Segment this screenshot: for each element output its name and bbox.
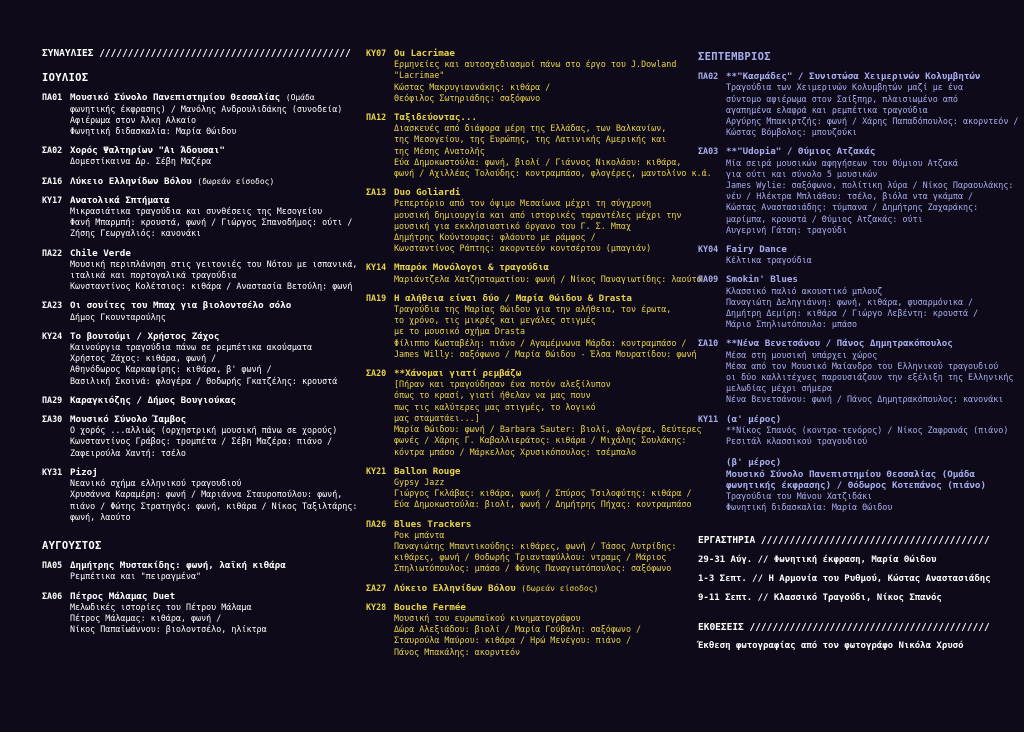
event-item [366, 368, 702, 458]
event-body [70, 591, 342, 636]
event-title [70, 560, 342, 571]
event-item [698, 146, 1014, 236]
event-detail-line: όπως το κρασί, γιατί ήθελαν να μας πουν [394, 390, 591, 401]
event-date: ΣΑ13 [366, 187, 387, 198]
event-detail-line: Δώρα Αλεξιάδου: βιολί / Μαρία Γούβαλη: σαξόφωνο / [394, 624, 642, 635]
event-title-text: Pizoj [70, 466, 98, 478]
event-detail-line: Μέσα από τον Μουσικό Μαίανδρο του Ελληνικού τραγουδιού [726, 360, 999, 371]
event-body [70, 176, 342, 187]
event-detail-line: Κωνσταντίνος Κολέτσιος: κιθάρα / Αναστασία Βετούλη: φωνή [70, 281, 353, 292]
event-title [70, 467, 342, 478]
month-september: ΣΕΠΤΕΜΒΡΙΟΣ [698, 51, 771, 63]
event-date: ΣΑ06 [42, 590, 63, 601]
september-events [698, 71, 1019, 513]
event-title [394, 262, 676, 273]
event-detail-line: Βασιλική Σκοινά: φλογέρα / Θοδωρής Γκατζέλης: κρουστά [70, 375, 338, 386]
month-july: ΙΟΥΛΙΟΣ [42, 72, 89, 85]
event-title [70, 300, 342, 311]
event-date: ΠΑ09 [698, 274, 719, 285]
event-date: ΠΑ19 [366, 292, 387, 303]
event-detail-line: Δήμος Γκουνταρούλης [70, 311, 166, 322]
event-detail-line: Αφιέρωμα στον Άλκη Αλκαίο [70, 114, 197, 125]
event-detail-line: Μάριο Σπηλιωτόπουλο: μπάσο [726, 319, 858, 330]
event-date: ΚΥ04 [698, 244, 719, 255]
event-title [394, 519, 676, 530]
event-body [394, 465, 692, 511]
event-date: ΣΑ03 [698, 146, 719, 157]
event-title-text: Οι σουίτες του Μπαχ για βιολοντσέλο σόλο [70, 300, 292, 312]
event-body [394, 187, 682, 254]
event-title-text: Fairy Dance [726, 244, 787, 256]
info-line: 1-3 Σεπτ. // Η Αρμονία του Ρυθμού, Κώστας Αναστασιάδης [698, 573, 991, 584]
event-body [394, 262, 702, 284]
event-detail-line: **Νίκος Σπανός (κοντρα-τενόρος) / Νίκος Ζαφρανάς (πιάνο) [726, 424, 1009, 435]
event-detail-line [726, 447, 998, 455]
event-title-text: (α' μέρος) [726, 413, 782, 425]
event-body [394, 583, 676, 594]
event-item [698, 338, 1014, 405]
event-item [42, 92, 342, 137]
event-detail-line: Ερμηνείες και αυτοσχεδιασμοί πάνω στο έργο του J.Dowland [394, 59, 677, 70]
event-date: ΚΥ07 [366, 48, 387, 58]
event-title-text: Ανατολικά Σπτήματα [70, 194, 170, 206]
event-date: ΚΥ11 [698, 413, 719, 424]
event-date: ΣΑ30 [42, 414, 63, 425]
event-title [394, 602, 676, 613]
event-item [366, 292, 697, 360]
event-body [394, 368, 702, 458]
event-title-text: Blues Trackers [394, 518, 472, 530]
event-detail-line: Μία σειρά μουσικών αφηγήσεων του Θύμιου Ατζακά [726, 157, 958, 168]
event-detail-line: Ρεσιτάλ κλασσικού τραγουδιού [726, 436, 868, 447]
event-date: ΠΑ01 [42, 92, 63, 103]
event-title-text: Smokin' Blues [726, 274, 798, 286]
event-item [42, 194, 353, 240]
event-detail-line: Σταυρούλα Μαύρου: κιθάρα / Ηρώ Μενέγου: πιάνο / [394, 635, 631, 646]
event-item [42, 560, 342, 582]
event-date: ΠΑ05 [42, 560, 63, 571]
event-detail-line: Σπηλιωτόπουλος: μπάσο / Φάνης Παναγιωτόπουλος: σαξόφωνο [394, 563, 672, 574]
event-detail-line: James Willy: σαξόφωνο / Μαρία Θώιδου - Έλσα Μουρατίδου: φωνή [394, 348, 697, 359]
event-title-text: Χορός Ψαλτηρίων "Αι Άδουσαι" [70, 145, 225, 157]
event-item [366, 602, 676, 658]
event-title [70, 195, 342, 206]
event-detail-line: φωνή / Αχιλλέας Τολούδης: κοντραμπάσο, φλογέρες, μαντολίνο κ.ά. [394, 168, 712, 179]
event-body [394, 292, 697, 360]
event-title-text: Δημήτρης Μυστακίδης: φωνή, λαϊκή κιθάρα [70, 560, 286, 572]
event-item [42, 395, 342, 406]
event-title-text: Ou Lacrimae [394, 48, 455, 59]
event-date: ΚΥ17 [42, 194, 63, 205]
event-detail-line: Δημήτρης Κούντουρας: φλάουτο με ράμφος / [394, 232, 596, 243]
event-detail-line: Νίκος Παπαϊωάννου: βιολοντσέλο, ηλίκτρα [70, 624, 267, 635]
event-date: ΠΑ26 [366, 518, 387, 529]
event-detail-line: Αργύρης Μπακιρτζής: φωνή / Χάρης Παπαδόπουλος: ακορντεόν / [726, 116, 1019, 127]
event-item [698, 71, 1019, 138]
event-item [366, 465, 692, 511]
event-detail-line: Τραγούδια του Μάνου Χατζιδάκι [726, 490, 873, 501]
event-detail-line: Παναγιώτης Μπαντικούδης: κιθάρες, φωνή / Τάσος Λυτρίδης: [394, 540, 677, 551]
event-body [394, 602, 676, 658]
event-date: ΚΥ31 [42, 466, 63, 477]
event-title-text: Το βουτούμι / Χρήστος Ζάχος [70, 330, 220, 342]
july-events [42, 92, 358, 523]
event-detail-line: Μελωδικές ιστορίες του Πέτρου Μάλαμα [70, 601, 252, 612]
event-title-text: Ταξιδεύοντας... [394, 112, 477, 124]
event-detail-line: "Lacrimae" [394, 70, 445, 81]
event-date: ΚΥ14 [366, 262, 387, 273]
event-date: ΣΑ20 [366, 368, 387, 379]
event-detail-line: ιταλικά και πορτογαλικά τραγούδια [70, 270, 237, 281]
event-detail-line: James Wylie: σαξόφωνο, πολίτικη λύρα / Νίκος Παραουλάκης: [726, 180, 1014, 191]
event-detail-line: με το μουσικό σχήμα Drasta [394, 326, 526, 337]
event-title-text: Η αλήθεια είναι δύο / Μαρία Θώιδου & Drasta [394, 292, 632, 304]
event-detail-line: νέυ / Ηλέκτρα Μπλιάθου: τσέλο, βιόλα ντα γκάμπα / [726, 191, 974, 202]
event-detail-line: Γιώργος Γκλάβας: κιθάρα, φωνή / Σπύρος Τσιλοφύτης: κιθάρα / [394, 488, 692, 499]
event-body [70, 92, 342, 137]
event-detail-line: οι δύο καλλιτέχνες παρουσιάζουν την εξέλιξη της Ελληνικής [726, 372, 1014, 383]
event-detail-line: Εύα Δημοκωστούλα: βιολί, φωνή / Δημήτρης Πήχας: κοντραμπάσο [394, 499, 692, 510]
event-detail-line: Κώστας Αναστασιάδης: τύμπανα / Δημήτρης Ζαχαράκης: [726, 202, 979, 213]
event-detail-line: για ούτι και σύνολο 5 μουσικών [726, 168, 878, 179]
event-title-text: Chile Verde [70, 247, 131, 259]
event-date: ΣΑ16 [42, 175, 63, 186]
event-title [394, 583, 676, 594]
event-detail-line: Κώστας Βόμβολος: μπουζούκι [726, 127, 858, 138]
event-title [70, 248, 342, 259]
event-detail-line: Αυγερινή Γάτση: τραγούδι [726, 224, 848, 235]
event-detail-line: σύντομο αφιέρωμα στον Σαίξπηρ, πλαισιωμένο από [726, 93, 958, 104]
event-title [726, 414, 998, 425]
event-title [70, 591, 342, 602]
event-item [42, 176, 342, 187]
event-detail-line: πως τις καλύτερες μας στιγμές, το λογικό [394, 401, 596, 412]
event-detail-line: αγαπημένα ελαφρά και ρεμπέτικα τραγούδια [726, 104, 928, 115]
event-detail-line: Μουσικό Σύνολο Πανεπιστημίου Θεσσαλίας (Ομάδα [726, 468, 975, 480]
event-detail-line: Μέσα στη μουσική υπάρχει χώρος [726, 349, 878, 360]
event-detail-line: Πέτρος Μάλαμας: κιθάρα, φωνή / [70, 612, 222, 623]
event-item [42, 300, 342, 322]
event-detail-line: πιάνο / Φώτης Στρατηγός: φωνή, κιθάρα / Νίκος Ταξιλτάρης: [70, 500, 358, 511]
event-title-text: Καραγκιόζης / Δήμος Βουγιούκας [70, 394, 236, 406]
event-item [366, 187, 682, 254]
event-detail-line: Κέλτικα τραγούδια [726, 255, 812, 266]
event-detail-line: Αθηνόδωρος Καρκαφίρης: κιθάρα, β' φωνή / [70, 364, 272, 375]
event-detail-line: φωνή, λαούτο [70, 511, 131, 522]
event-detail-line: Χρυσάννα Καραμέρη: φωνή / Μαριάννα Σταυροπούλου: φωνή, [70, 489, 343, 500]
event-title-text: Bouche Fermée [394, 601, 466, 613]
event-body [70, 331, 342, 387]
event-detail-line: Ζήσης Γεωργαλιός: κανονάκι [70, 228, 202, 239]
event-detail-line: Κώστας Μακρυγιαννάκης: κιθάρα / [394, 81, 551, 92]
info-line: 29-31 Αύγ. // Φωνητική έκφραση, Μαρία Θώιδου [698, 554, 937, 565]
event-detail-line: Πάνος Μπακάλης: ακορντεόν [394, 646, 521, 657]
workshops-header: ΕΡΓΑΣΤΗΡΙΑ //////////////////////////////////////// [698, 535, 990, 547]
event-title [394, 466, 676, 477]
event-body [70, 145, 342, 167]
event-body [70, 466, 358, 523]
event-date: ΚΥ28 [366, 601, 387, 612]
event-detail-line: Ρεπερτόριο από τον όψιμο Μεσαίωνα μέχρι τη σύγχρονη [394, 198, 652, 209]
event-date: ΣΑ10 [698, 338, 719, 349]
event-detail-line: Παναγιώτη Δεληγιάννη: φωνή, κιθάρα, φυσαρμόνικα / [726, 296, 974, 307]
event-item [366, 519, 676, 575]
event-detail-line: μουσική δημιουργία και από ιστορικές ταραντέλες μέχρι την [394, 209, 682, 220]
event-title [394, 112, 676, 123]
event-title [70, 414, 342, 425]
august-events [42, 560, 342, 635]
month-august: ΑΥΓΟΥΣΤΟΣ [42, 539, 102, 552]
event-date: ΚΥ21 [366, 465, 387, 476]
event-title [394, 48, 676, 59]
event-body [726, 244, 998, 266]
event-body [394, 519, 676, 575]
event-title-text: **"Udopia" / Θύμιος Ατζακάς [726, 146, 876, 158]
event-item [366, 262, 702, 284]
event-title [70, 92, 342, 103]
event-title-text: Duo Goliardi [394, 187, 461, 199]
event-body [70, 395, 342, 406]
event-body [70, 414, 342, 459]
event-title [726, 274, 998, 285]
event-detail-line: της Μεσογείου, της Ευρώπης, της Λατινικής Αμερικής και [394, 134, 667, 145]
event-detail-line: κόντρα μπάσο / Μάρκελλος Χρυσικόπουλος: τσέμπαλο [394, 446, 637, 457]
event-title-text: **Νένα Βενετσάνου / Πάνος Δημητρακόπουλος [726, 338, 953, 350]
event-detail-line: [Πήραν και τραγούδησαν ένα ποτόν αλεξίλυπον [394, 379, 611, 390]
event-detail-line: Κλασσικό παλιό ακουστικό μπλουζ [726, 285, 883, 296]
event-detail-line: φωνητικής έκφρασης) / Θόδωρος Κοτεπάνος (πιάνο) [726, 479, 986, 491]
event-detail-line: Θεόφιλος Σωτηριάδης: σαξόφωνο [394, 92, 541, 103]
column-july-august [42, 48, 358, 635]
event-title [394, 293, 676, 304]
workshops-list [698, 555, 998, 605]
event-body [726, 413, 1009, 514]
event-detail-line: Μικρασιάτικα τραγούδια και συνθέσεις της Μεσογείου [70, 206, 323, 217]
event-item [42, 331, 342, 387]
exhibitions-list [698, 641, 998, 652]
event-detail-line: Κωνσταντίνος Γράβος: τρομπέτα / Σέβη Μαζέρα: πιάνο / [70, 436, 333, 447]
event-title-text: **Χάνομαι γιατί ρεμβάζω [394, 368, 522, 380]
event-date: ΠΑ22 [42, 247, 63, 258]
event-title-text: Μουσικό Σύνολο Ίαμβος [70, 414, 187, 426]
event-detail-line: Ζαφειρούλα Χαντή: τσέλο [70, 447, 186, 458]
event-title [726, 338, 998, 349]
event-body [726, 338, 1014, 405]
event-title [726, 71, 998, 82]
concerts-header: ΣΥΝΑΥΛΙΕΣ //////////////////////////////////////////// [42, 48, 351, 59]
event-body [726, 146, 1014, 236]
event-detail-line: Δομεστίκαινα Δρ. Σέβη Μαζέρα [70, 156, 212, 167]
event-date: ΠΑ12 [366, 112, 387, 123]
event-title-text: Μπαρόκ Μονόλογοι & τραγούδια [394, 262, 549, 274]
event-detail-line: Δημήτρη Δεμίρη: κιθάρα / Γιώργο Λεβέντη: κρουστά / [726, 308, 979, 319]
event-body [726, 274, 998, 330]
event-body [726, 71, 1019, 138]
event-title-text: Λύκειο Ελληνίδων Βόλου [394, 582, 516, 594]
column-september [698, 48, 1019, 653]
event-title [70, 395, 342, 406]
info-line: Έκθεση φωτογραφίας από τον φωτογράφο Νικόλα Χρυσό [698, 641, 964, 652]
event-title-text: Πέτρος Μάλαμας Duet [70, 590, 176, 602]
event-item [42, 414, 342, 459]
event-detail-line: Gypsy Jazz [394, 476, 445, 487]
event-date: ΠΑ29 [42, 394, 63, 405]
event-detail-line: Μουσική του ευρωπαϊκού κινηματογράφου [394, 612, 581, 623]
event-item [366, 583, 676, 594]
event-detail-line: Μαριάντζελα Χατζησταματίου: φωνή / Νίκος Παναγιωτίδης: λαούτο [394, 273, 702, 284]
event-body [70, 247, 358, 293]
event-detail-line: μελωδίας μέχρι σήμερα [726, 383, 832, 394]
event-detail-line: το χρόνο, τις μικρές και μεγάλες στιγμές [394, 315, 596, 326]
event-detail-line: μουσική για εκκλησιαστικό όργανο του Γ. Σ. Μπαχ [394, 220, 631, 231]
event-detail-line: Κωνσταντίνος Ράπτης: ακορντεόν κοντσέρτου (μπαγιάν) [394, 243, 652, 254]
event-body [70, 560, 342, 582]
event-detail-line: Νένα Βενετσάνου: φωνή / Πάνος Δημητρακόπουλος: κανονάκι [726, 394, 1004, 405]
event-detail-line: Τραγούδια της Μαρίας Θώιδου για την αλήθεια, τον έρωτα, [394, 304, 672, 315]
event-title [726, 146, 998, 157]
event-detail-line: Νεανικό σχήμα ελληνικού τραγουδιού [70, 478, 242, 489]
event-title-text: **"Κασμάδες" / Συνιστώσα Χειμερινών Κολυμβητών [726, 71, 981, 83]
event-title [394, 187, 676, 198]
event-detail-line: Ο χορός ...αλλιώς (ορχηστρική μουσική πάνω σε χορούς) [70, 425, 338, 436]
event-item [42, 145, 342, 167]
event-detail-line: Ροκ μπάντα [394, 529, 445, 540]
event-detail-line: της Μέσης Ανατολής [394, 145, 485, 156]
event-title [70, 145, 342, 156]
event-item [42, 591, 342, 636]
event-title [70, 331, 342, 342]
event-detail-line: Μουσική περιπλάνηση στις γειτονιές του Νότου με ισπανικά, [70, 258, 358, 269]
event-item [42, 247, 358, 293]
event-item [698, 274, 998, 330]
event-detail-line: Τραγούδια των Χειμερινών Κολυμβητών μαζί με ένα [726, 82, 963, 93]
event-detail-line: Φωνητική διδασκαλία: Μαρία Θώιδου [70, 126, 237, 137]
event-item [42, 466, 358, 523]
event-date: ΣΑ23 [42, 300, 63, 311]
event-date: ΚΥ24 [42, 330, 63, 341]
event-detail-line: Καινούργια τραγούδια πάνω σε ρεμπέτικα ακούσματα [70, 342, 313, 353]
event-detail-line: Διασκευές από διάφορα μέρη της Ελλάδας, των Βαλκανίων, [394, 123, 667, 134]
event-detail-line: Χρήστος Ζάχος: κιθάρα, φωνή / [70, 353, 217, 364]
event-body [70, 194, 353, 240]
exhibitions-header: ΕΚΘΕΣΕΙΣ ////////////////////////////////////////// [698, 622, 990, 634]
event-detail-line: μας σταματάει...] [394, 412, 480, 423]
event-date: ΣΑ02 [42, 145, 63, 156]
event-date: ΠΑ02 [698, 71, 719, 82]
event-item [366, 48, 676, 104]
event-detail-line: φωνές / Χάρης Γ. Καβαλλιεράτος: κιθάρα / Μιχάλης Σουλάκης: [394, 435, 687, 446]
event-body [70, 300, 342, 322]
event-detail-line: Εύα Δημοκωστούλα: φωνή, βιολί / Γιάννος Νικολάου: κιθάρα, [394, 156, 682, 167]
event-detail-line: (β' μέρος) [726, 457, 782, 469]
event-title-note: (δωρεάν είσοδος) [197, 176, 275, 186]
event-title-text: Λύκειο Ελληνίδων Βόλου [70, 175, 192, 187]
event-detail-line: Φανή Μπαρμπή: κρουστά, φωνή / Γιώργος Σπανοδήμος: ούτι / [70, 217, 353, 228]
event-detail-line: Φωνητική διδασκαλία: Μαρία Θώιδου [726, 502, 893, 513]
event-title-note: (Ομάδα [285, 93, 315, 103]
event-title [394, 368, 676, 379]
event-detail-line: Μαρία Θώιδου: φωνή / Barbara Sauter: βιολί, φλογέρα, δεύτερες [394, 424, 702, 435]
event-detail-line: φωνητικής έκφρασης) / Μανόλης Ανδρουλιδάκης (συνοδεία) [70, 103, 343, 114]
event-title-note: (δωρεάν είσοδος) [521, 583, 599, 593]
event-detail-line: Ρεμπέτικα και "πειραγμένα" [70, 571, 202, 582]
event-title [70, 176, 342, 187]
event-title-text: Ballon Rouge [394, 465, 461, 477]
info-line: 9-11 Σεπτ. // Κλασσικό Τραγούδι, Νίκος Σπανός [698, 592, 942, 603]
event-title [726, 244, 998, 255]
event-item [698, 244, 998, 266]
event-detail-line: μαρίμπα, κρουστά / Θύμιος Ατζακάς: ούτι [726, 213, 923, 224]
event-detail-line: Φίλιππο Κωσταβέλη: πιάνο / Αγαμέμνωνα Μάρδα: κοντραμπάσο / [394, 337, 687, 348]
event-item [698, 413, 1009, 514]
event-title-text: Μουσικό Σύνολο Πανεπιστημίου Θεσσαλίας [70, 92, 281, 104]
event-date: ΣΑ27 [366, 582, 387, 593]
event-body [394, 48, 676, 104]
event-detail-line: κιθάρες, φωνή / Θοδωρής Τριανταφύλλου: ντραμς / Μάριος [394, 552, 667, 563]
